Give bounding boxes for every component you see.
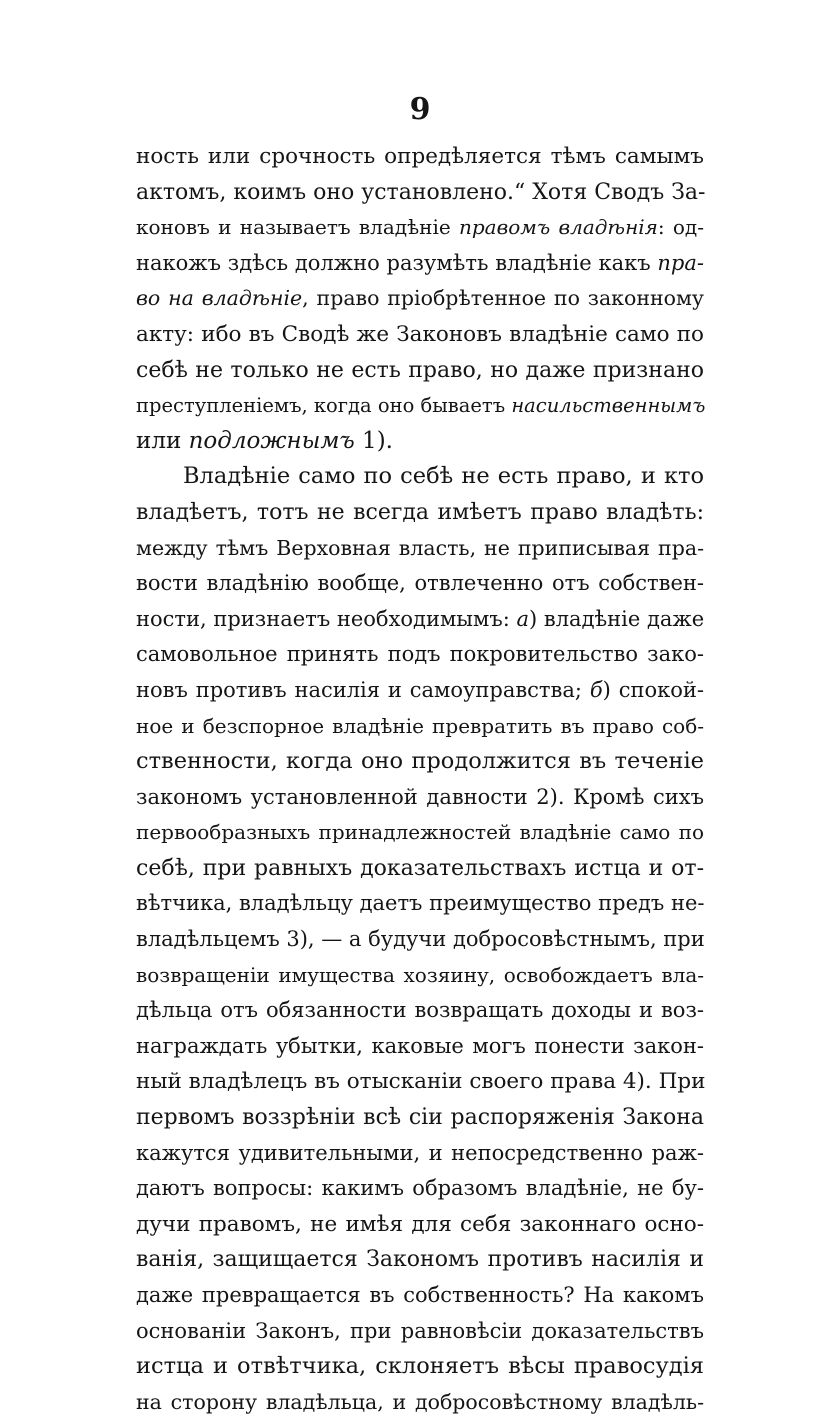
- text-segment: : од-: [657, 215, 705, 240]
- italic-text: насильственнымъ: [511, 394, 706, 418]
- text-segment: или: [136, 427, 189, 454]
- italic-text: правомъ владѣнія: [458, 215, 658, 240]
- text-segment: основаніи Законъ, при равновѣсіи доказательствъ: [136, 1318, 704, 1343]
- text-segment: истца и отвѣтчика, склоняетъ вѣсы правосудія: [136, 1353, 704, 1380]
- body-text: [136, 139, 704, 1420]
- text-segment: себѣ, при равныхъ доказательствахъ истца и от-: [136, 855, 704, 881]
- text-segment: ный владѣлецъ въ отысканіи своего права 4). При: [136, 1069, 706, 1095]
- text-segment: возвращеніи имущества хозяину, освобождаетъ вла-: [136, 962, 704, 987]
- text-line: [136, 1100, 704, 1136]
- text-segment: владѣльцемъ 3), — а будучи добросовѣстнымъ, при: [136, 927, 705, 952]
- text-line: [136, 815, 704, 851]
- text-line: [136, 459, 704, 495]
- italic-text: а: [516, 606, 530, 631]
- text-line: [136, 1136, 704, 1172]
- text-line: [136, 780, 704, 816]
- text-segment: ности, признаетъ необходимымъ:: [136, 606, 517, 631]
- text-segment: первомъ воззрѣніи всѣ сіи распоряженія Закона: [136, 1105, 704, 1131]
- text-line: [136, 566, 704, 602]
- text-line: [136, 709, 704, 745]
- text-segment: даже превращается въ собственность? На какомъ: [136, 1283, 704, 1307]
- text-line: [136, 317, 704, 353]
- text-line: [136, 1242, 704, 1278]
- text-segment: ное и безспорное владѣніе превратить въ право соб-: [136, 713, 704, 738]
- text-segment: актомъ, коимъ оно установлено.“ Хотя Сводъ За-: [136, 179, 706, 205]
- text-line: [136, 246, 704, 282]
- text-line: [136, 851, 704, 887]
- text-segment: , право пріобрѣтенное по законному: [302, 286, 704, 311]
- page-number: 9: [409, 92, 431, 127]
- text-segment: дѣльца отъ обязанности возвращать доходы и воз-: [136, 998, 704, 1023]
- text-line: [136, 673, 704, 709]
- text-line: [136, 744, 704, 780]
- text-segment: ственности, когда оно продолжится въ теченіе: [136, 748, 704, 775]
- text-segment: дучи правомъ, не имѣя для себя законнаго осно-: [136, 1211, 704, 1237]
- italic-text: подложнымъ: [188, 427, 355, 454]
- text-segment: 1).: [354, 427, 393, 454]
- text-line: [136, 1314, 704, 1350]
- text-line: [136, 1171, 704, 1207]
- text-line: [136, 602, 704, 638]
- italic-text: б: [589, 677, 603, 702]
- text-line: [136, 637, 704, 673]
- text-segment: преступленіемъ, когда оно бываетъ: [136, 394, 512, 418]
- text-segment: ) владѣніе даже: [529, 606, 705, 631]
- text-segment: ) спокой-: [602, 677, 704, 702]
- text-segment: Владѣніе само по себѣ не есть право, и кто: [183, 463, 704, 490]
- text-line: [136, 353, 704, 389]
- text-line: [136, 1349, 704, 1385]
- text-segment: акту: ибо въ Сводѣ же Законовъ владѣніе само по: [136, 321, 704, 347]
- text-segment: новъ противъ насилія и самоуправства;: [136, 677, 590, 702]
- text-segment: коновъ и называетъ владѣніе: [136, 215, 459, 240]
- text-line: [136, 1064, 704, 1100]
- text-line: [136, 531, 704, 567]
- text-line: [136, 1029, 704, 1065]
- text-line: [136, 1207, 704, 1243]
- text-segment: ность или срочность опредѣляется тѣмъ самымъ: [136, 144, 704, 169]
- text-segment: самовольное принять подъ покровительство зако-: [136, 642, 704, 667]
- text-segment: себѣ не только не есть право, но даже признано: [136, 357, 704, 383]
- text-line: [136, 424, 704, 460]
- text-line: [136, 1385, 704, 1420]
- text-segment: владѣетъ, тотъ не всегда имѣетъ право владѣть:: [136, 499, 704, 525]
- text-line: [136, 175, 704, 211]
- text-segment: первообразныхъ принадлежностей владѣніе само по: [136, 820, 704, 845]
- text-line: [136, 495, 704, 531]
- text-segment: кажутся удивительными, и непосредственно раж-: [136, 1140, 704, 1165]
- text-segment: закономъ установленной давности 2). Кромѣ сихъ: [136, 784, 704, 809]
- text-segment: на сторону владѣльца, и добросовѣстному владѣль-: [136, 1389, 704, 1414]
- text-line: [136, 210, 704, 246]
- text-segment: вѣтчика, владѣльцу даетъ преимущество предъ не-: [136, 891, 705, 916]
- text-line: [136, 1278, 704, 1314]
- text-line: [136, 922, 704, 958]
- text-line: [136, 886, 704, 922]
- text-line: [136, 388, 704, 424]
- italic-text: пра-: [657, 250, 704, 275]
- text-line: [136, 281, 704, 317]
- text-segment: между тѣмъ Верховная власть, не приписывая пра-: [136, 535, 704, 560]
- text-segment: награждать убытки, каковые могъ понести закон-: [136, 1033, 704, 1058]
- text-segment: даютъ вопросы: какимъ образомъ владѣніе, не бу-: [136, 1176, 704, 1201]
- text-line: [136, 139, 704, 175]
- text-segment: ванія, защищается Закономъ противъ насилія и: [136, 1247, 704, 1273]
- italic-text: во на владѣніе: [136, 286, 303, 311]
- text-line: [136, 958, 704, 994]
- text-line: [136, 993, 704, 1029]
- text-segment: накожъ здѣсь должно разумѣть владѣніе какъ: [136, 250, 658, 275]
- text-segment: вости владѣнію вообще, отвлеченно отъ собствен-: [136, 571, 704, 596]
